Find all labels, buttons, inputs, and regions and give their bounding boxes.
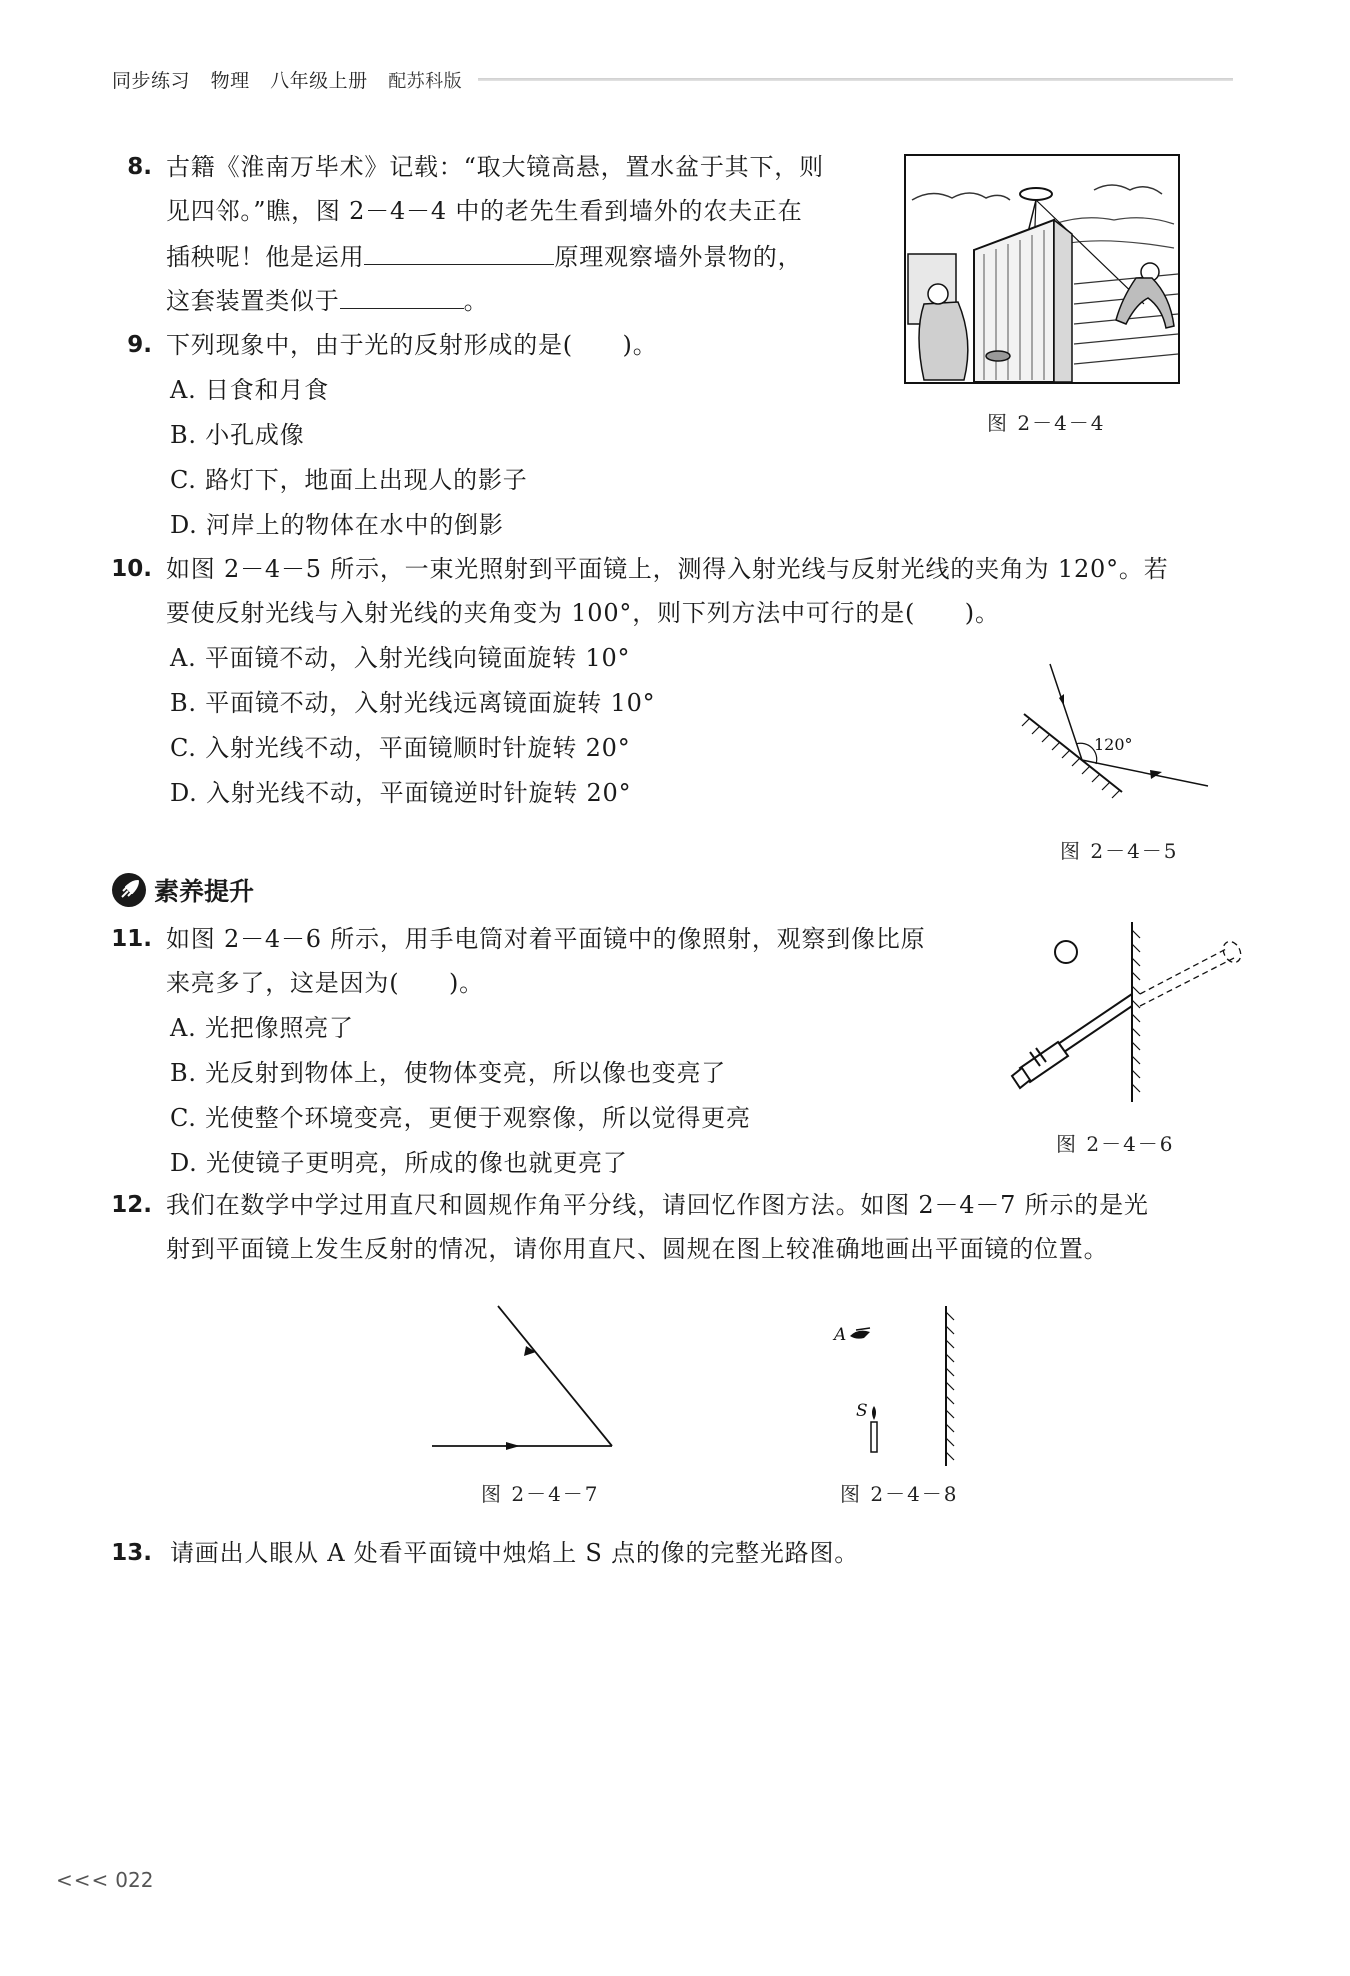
page-footer	[56, 1868, 153, 1892]
figure-2-4-5-caption: 图 2－4－5	[1060, 839, 1179, 863]
figure-2-4-8-diagram	[828, 1300, 968, 1470]
page-header	[112, 66, 476, 93]
q8-line-4b: 。	[463, 287, 489, 315]
header-series: 同步练习	[112, 70, 191, 92]
q8-blank-device[interactable]	[340, 284, 464, 309]
q10-line-2: 要使反射光线与入射光线的夹角变为 100°，则下列方法中可行的是( )。	[166, 599, 1000, 627]
figure-2-4-5-angle: 120°	[1094, 735, 1133, 754]
q8-line-3a: 插秧呢！他是运用	[166, 243, 365, 271]
q9-option-c[interactable]: C. 路灯下，地面上出现人的影子	[170, 466, 528, 494]
section-title-text: 素养提升	[154, 877, 255, 906]
q11-option-b[interactable]: B. 光反射到物体上，使物体变亮，所以像也变亮了	[170, 1059, 727, 1087]
q11-line-2: 来亮多了，这是因为( )。	[166, 969, 484, 997]
q11-option-d[interactable]: D. 光使镜子更明亮，所成的像也就更亮了	[170, 1149, 628, 1177]
page-number: 022	[115, 1868, 154, 1892]
q9-option-a[interactable]: A. 日食和月食	[170, 376, 329, 404]
figure-2-4-7-caption: 图 2－4－7	[481, 1482, 600, 1506]
q8-blank-principle[interactable]	[364, 240, 554, 265]
q11-option-a[interactable]: A. 光把像照亮了	[170, 1014, 354, 1042]
q10-number: 10.	[111, 556, 152, 582]
q9-number: 9.	[127, 332, 152, 358]
q10-option-b[interactable]: B. 平面镜不动，入射光线远离镜面旋转 10°	[170, 689, 656, 717]
q10-option-d[interactable]: D. 入射光线不动，平面镜逆时针旋转 20°	[170, 779, 632, 807]
figure-2-4-8-caption: 图 2－4－8	[840, 1482, 959, 1506]
rocket-icon	[112, 873, 146, 907]
q13-text: 请画出人眼从 A 处看平面镜中烛焰上 S 点的像的完整光路图。	[170, 1539, 860, 1567]
figure-2-4-4-caption: 图 2－4－4	[987, 411, 1106, 435]
q11-number: 11.	[111, 926, 152, 952]
header-edition: 配苏科版	[388, 71, 463, 92]
candle-icon	[871, 1406, 877, 1452]
point-s-label: S	[856, 1401, 868, 1421]
q10-option-c[interactable]: C. 入射光线不动，平面镜顺时针旋转 20°	[170, 734, 631, 762]
section-heading	[112, 872, 254, 908]
q8-line-1: 古籍《淮南万毕术》记载：“取大镜高悬，置水盆于其下，则	[166, 153, 824, 181]
q8-line-4	[166, 284, 488, 316]
q8-line-2: 见四邻。”瞧，图 2－4－4 中的老先生看到墙外的农夫正在	[166, 197, 803, 225]
q12-number: 12.	[111, 1192, 152, 1218]
eye-icon	[850, 1328, 870, 1339]
q11-option-c[interactable]: C. 光使整个环境变亮，更便于观察像，所以觉得更亮	[170, 1104, 751, 1132]
footer-chevrons-icon: <<<	[56, 1868, 110, 1892]
figure-2-4-5-diagram	[1020, 660, 1220, 800]
q9-option-b[interactable]: B. 小孔成像	[170, 421, 305, 449]
figure-2-4-6-diagram	[1006, 918, 1246, 1108]
header-rule	[478, 78, 1233, 81]
q11-line-1: 如图 2－4－6 所示，用手电筒对着平面镜中的像照射，观察到像比原	[166, 925, 926, 953]
q8-line-3	[166, 240, 802, 272]
q13-number: 13.	[111, 1540, 152, 1566]
figure-2-4-4-illustration	[904, 154, 1180, 384]
q12-line-1: 我们在数学中学过用直尺和圆规作角平分线，请回忆作图方法。如图 2－4－7 所示的是光	[166, 1191, 1149, 1219]
q10-line-1: 如图 2－4－5 所示，一束光照射到平面镜上，测得入射光线与反射光线的夹角为 120°。若	[166, 555, 1169, 583]
figure-2-4-7-diagram	[430, 1300, 620, 1450]
q12-line-2: 射到平面镜上发生反射的情况，请你用直尺、圆规在图上较准确地画出平面镜的位置。	[166, 1235, 1109, 1263]
figure-2-4-6-caption: 图 2－4－6	[1056, 1132, 1175, 1156]
q10-option-a[interactable]: A. 平面镜不动，入射光线向镜面旋转 10°	[170, 644, 631, 672]
q8-line-4a: 这套装置类似于	[166, 287, 340, 315]
q8-line-3b: 原理观察墙外景物的，	[554, 243, 803, 271]
q9-option-d[interactable]: D. 河岸上的物体在水中的倒影	[170, 511, 504, 539]
header-grade: 八年级上册	[270, 70, 368, 92]
q9-stem: 下列现象中，由于光的反射形成的是( )。	[166, 331, 658, 359]
point-a-label: A	[834, 1325, 847, 1345]
header-subject: 物理	[210, 70, 250, 92]
q8-number: 8.	[127, 154, 152, 180]
